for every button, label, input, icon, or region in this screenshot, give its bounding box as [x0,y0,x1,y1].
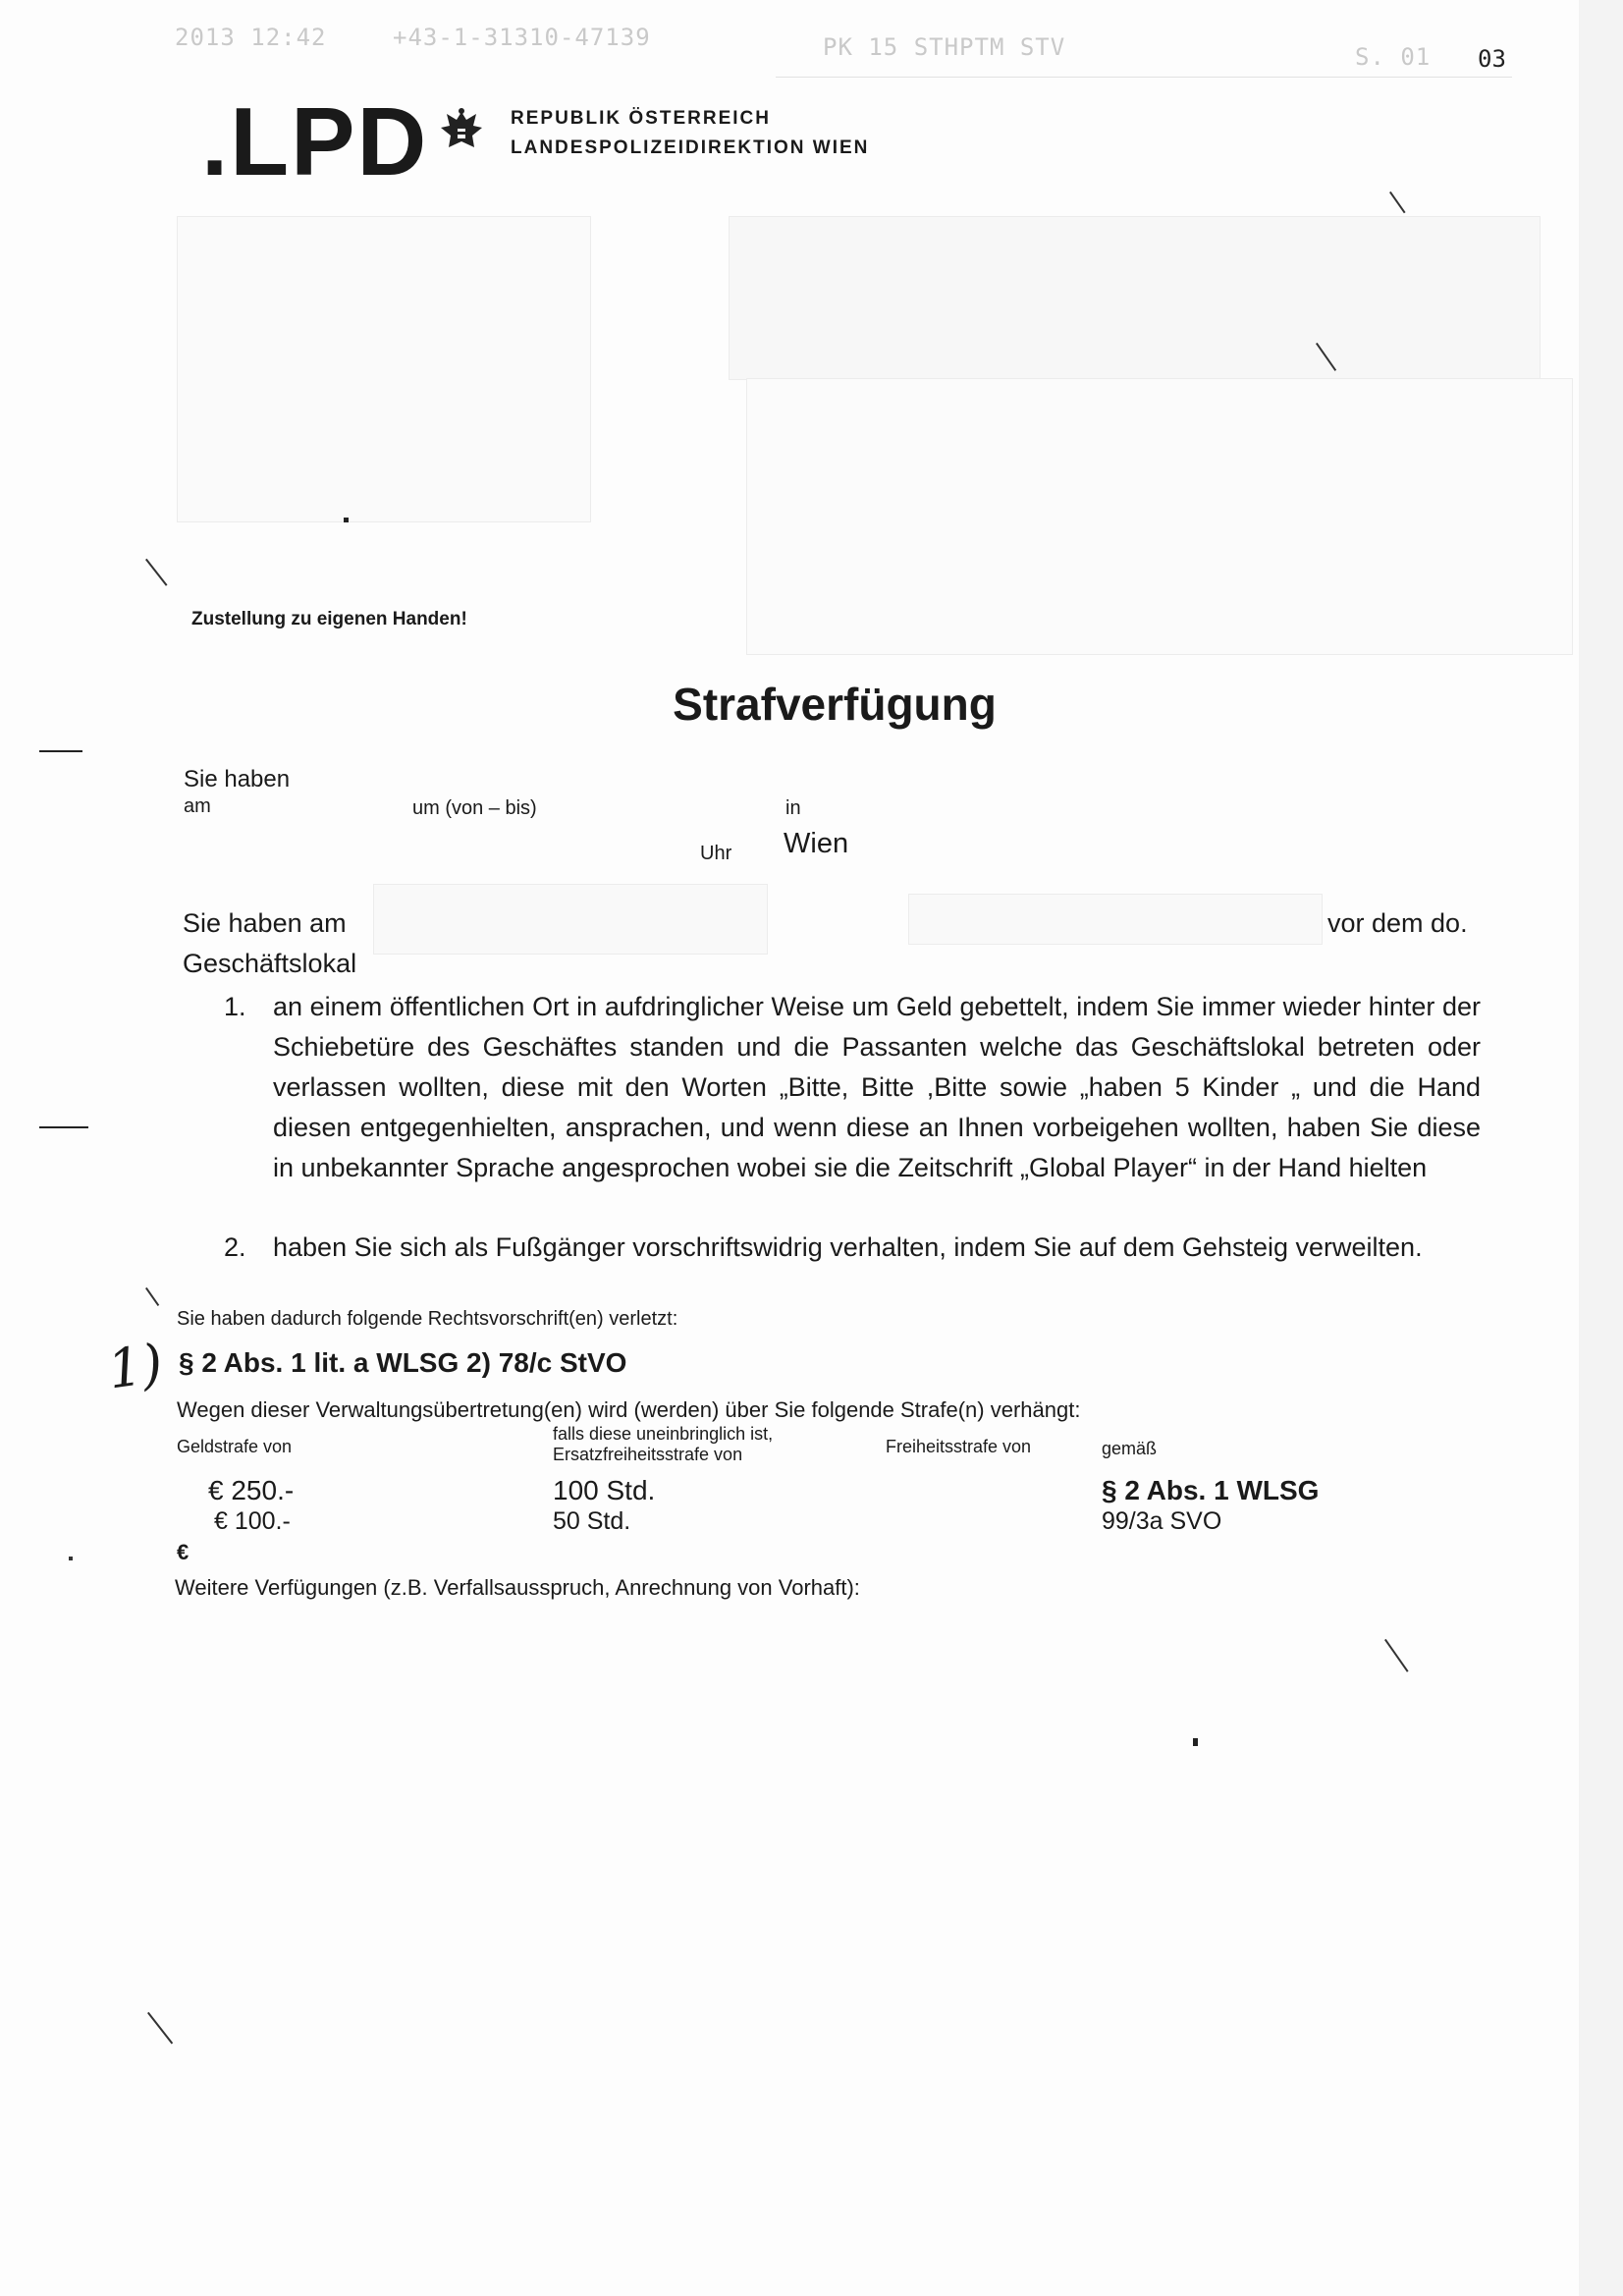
col-basis-header: gemäß [1102,1439,1158,1458]
scan-dot [1193,1738,1198,1746]
penalty-fine: € 250.- [208,1475,295,1505]
scan-mark [1384,1639,1409,1672]
label-am: am [184,795,211,817]
location-value: Wien [784,828,849,859]
penalty-fine: € 100.- [214,1507,291,1535]
label-um: um (von – bis) [412,797,537,819]
penalty-alt: 50 Std. [553,1507,631,1535]
offence-intro: Sie haben am [183,908,347,938]
label-in: in [785,797,801,819]
violation-label: Sie haben dadurch folgende Rechtsvorschrift(en) verletzt: [177,1308,678,1330]
redacted-details [746,378,1573,655]
letterhead-line1: REPUBLIK ÖSTERREICH [511,108,771,129]
scan-mark [145,559,168,586]
delivery-note: Zustellung zu eigenen Handen! [191,609,467,629]
col-alt-header: falls diese uneinbringlich ist, Ersatzfreiheitsstrafe von [553,1424,774,1464]
col-fine-header: Geldstrafe von [177,1437,293,1456]
redacted-sender [729,216,1541,380]
offence-location-label: Geschäftslokal [183,949,357,978]
fold-mark [39,750,82,752]
scan-mark [145,1287,159,1306]
scan-mark [147,2012,173,2045]
fax-page-code: S. 01 [1355,43,1432,71]
offence-item-text: an einem öffentlichen Ort in aufdringlicher Weise um Geld gebettelt, indem Sie immer wieder hinter der Schiebetüre des Geschäftes standen und die Passanten welche das Geschäftslokal betreten oder verlassen wollten, diese mit den Worten „Bitte, Bitte ,Bitte sowie „haben 5 Kinder „ und die Hand diesen entgegenhielten, ansprachen, und wenn diese an Ihnen vorbeigehen wollten, haben Sie diese in unbekannter Sprache angesprochen wobei sie die Zeitschrift „Global Player“ in der Hand hielten [273,992,1481,1182]
scan-dot [344,518,349,522]
letterhead-line2: LANDESPOLIZEIDIREKTION WIEN [511,137,870,158]
penalty-alt: 100 Std. [553,1475,656,1505]
violation-provisions: § 2 Abs. 1 lit. a WLSG 2) 78/c StVO [179,1347,627,1378]
offence-item [224,1228,1481,1268]
penalty-label: Wegen dieser Verwaltungsübertretung(en) wird (werden) über Sie folgende Strafe(n) verhängt: [177,1397,1081,1422]
austrian-eagle-icon [437,106,486,162]
fax-divider [776,77,1512,78]
col-prison-header: Freiheitsstrafe von [886,1437,1032,1456]
offence-item-number: 1. [224,992,246,1021]
offence-item-text: haben Sie sich als Fußgänger vorschriftswidrig verhalten, indem Sie auf dem Gehsteig verweilten. [273,1232,1423,1262]
fax-dept: PK 15 STHPTM STV [823,33,1066,61]
offence-item-number: 2. [224,1232,246,1262]
lpd-logo: .LPD [201,87,429,195]
page-number: 03 [1478,45,1506,73]
fax-phone: +43-1-31310-47139 [393,24,651,51]
label-uhr: Uhr [700,843,732,864]
penalty-basis: § 2 Abs. 1 WLSG [1102,1475,1320,1505]
penalty-basis: 99/3a SVO [1102,1507,1222,1535]
offence-item [224,987,1481,1188]
fold-mark [39,1126,88,1128]
penalty-fine: € [177,1540,189,1564]
further-orders-label: Weitere Verfügungen (z.B. Verfallsausspruch, Anrechnung von Vorhaft): [175,1575,860,1600]
redacted-recipient [177,216,591,522]
offence-suffix: vor dem do. [1327,908,1468,938]
scan-dot [69,1557,73,1560]
redacted-date [373,884,768,955]
page-title: Strafverfügung [673,679,997,730]
scan-edge [1579,0,1623,2296]
redacted-address [908,894,1323,945]
fax-datetime: 2013 12:42 [175,24,327,51]
handwritten-note: 1) [103,1332,167,1401]
label-sie-haben: Sie haben [184,766,291,793]
scan-mark [1389,191,1406,213]
